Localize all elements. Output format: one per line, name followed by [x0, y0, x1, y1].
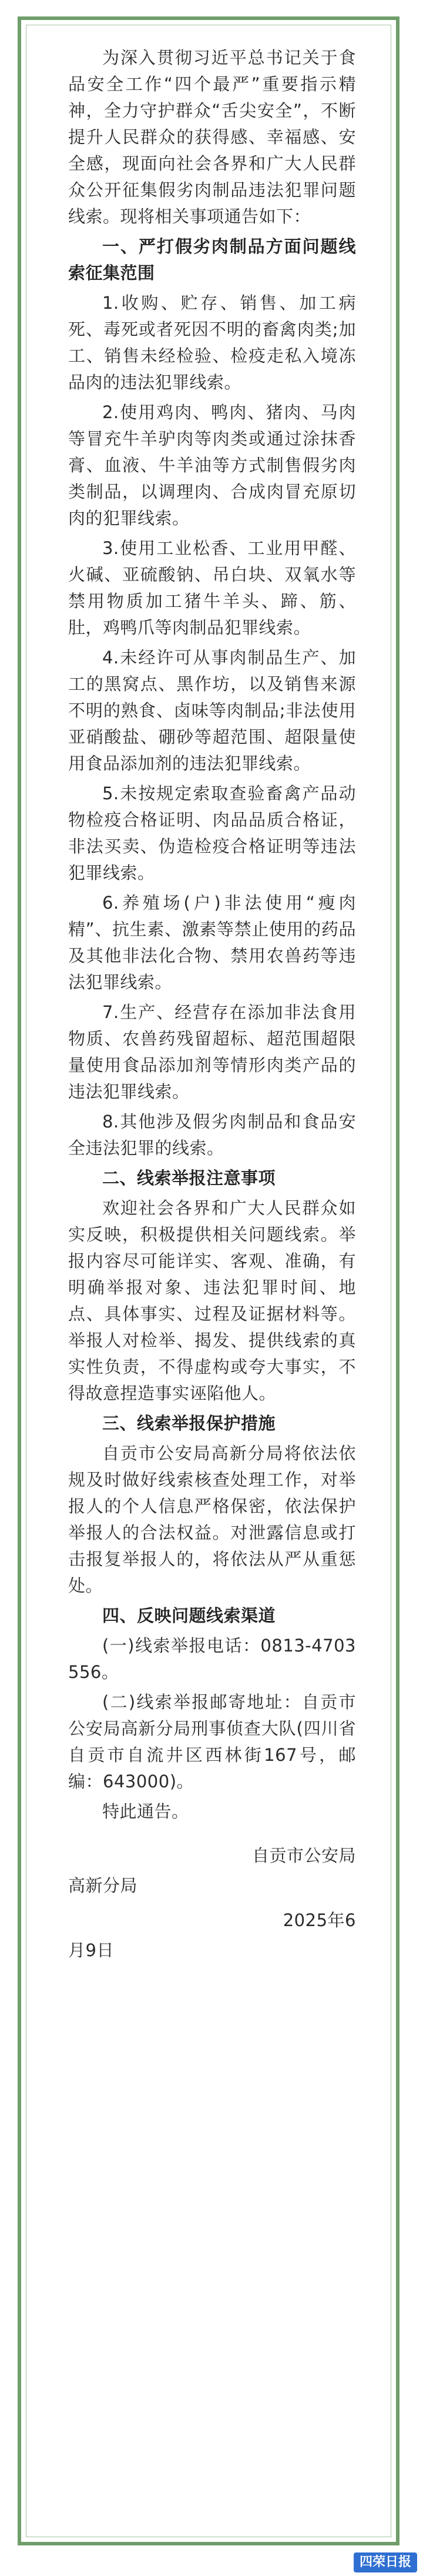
signature-line-2: 高新分局 [68, 1876, 138, 1896]
scope-item-5: 5.未按规定索取查验畜禽产品动物检疫合格证明、肉品品质合格证，非法买卖、伪造检疫合格证明等违法犯罪线索。 [68, 783, 356, 883]
section-title-protection: 三、线索举报保护措施 [102, 1413, 276, 1433]
scope-item-8: 8.其他涉及假劣肉制品和食品安全违法犯罪的线索。 [68, 1112, 356, 1158]
scope-item-4: 4.未经许可从事肉制品生产、加工的黑窝点、黑作坊，以及销售来源不明的熟食、卤味等肉制品;非法使用亚硝酸盐、硼砂等超范围、超限量使用食品添加剂的违法犯罪线索。 [68, 648, 356, 773]
notes-text: 欢迎社会各界和广大人民群众如实反映，积极提供相关问题线索。举报内容尽可能详实、客观、准确，有明确举报对象、违法犯罪时间、地点、具体事实、过程及证据材料等。举报人对检举、揭发、提供线索的真实性负责，不得虚构或夸大事实，不得故意捏造事实诬陷他人。 [68, 1198, 356, 1403]
scope-item-1: 1.收购、贮存、销售、加工病死、毒死或者死因不明的畜禽肉类;加工、销售未经检验、检疫走私入境冻品肉的违法犯罪线索。 [68, 293, 356, 392]
scope-item-6: 6.养殖场(户)非法使用“瘦肉精”、抗生素、激素等禁止使用的药品及其他非法化合物、禁用农兽药等违法犯罪线索。 [68, 893, 356, 992]
section-title-notes: 二、线索举报注意事项 [102, 1168, 276, 1188]
notice-intro: 为深入贯彻习近平总书记关于食品安全工作“四个最严”重要指示精神，全力守护群众“舌尖安全”，不断提升人民群众的获得感、幸福感、安全感，现面向社会各界和广大人民群众公开征集假劣肉制品违法犯罪问题线索。现将相关事项通告如下： [68, 48, 356, 226]
notice-body [68, 45, 356, 1967]
channel-mail-address: (二)线索举报邮寄地址：自贡市公安局高新分局刑事侦查大队(四川省自贡市自流井区西林街167号，邮编：643000)。 [68, 1692, 356, 1791]
scope-item-2: 2.使用鸡肉、鸭肉、猪肉、马肉等冒充牛羊驴肉等肉类或通过涂抹香膏、血液、牛羊油等方式制售假劣肉类制品，以调理肉、合成肉冒充原切肉的犯罪线索。 [68, 402, 356, 528]
channel-phone: (一)线索举报电话：0813-4703556。 [68, 1636, 356, 1682]
publisher-watermark: 四荣日报 [354, 2552, 417, 2572]
signature-line-1: 自贡市公安局 [251, 1846, 356, 1866]
scope-item-3: 3.使用工业松香、工业用甲醛、火碱、亚硫酸钠、吊白块、双氧水等禁用物质加工猪牛羊头、蹄、筋、肚，鸡鸭爪等肉制品犯罪线索。 [68, 538, 356, 638]
scope-item-7: 7.生产、经营存在添加非法食用物质、农兽药残留超标、超范围超限量使用食品添加剂等情形肉类产品的违法犯罪线索。 [68, 1002, 356, 1102]
section-title-scope: 一、严打假劣肉制品方面问题线索征集范围 [68, 236, 356, 283]
section-title-channels: 四、反映问题线索渠道 [102, 1606, 276, 1626]
date-line-1: 2025年6 [283, 1910, 356, 1930]
date-line-2: 月9日 [68, 1940, 114, 1960]
protection-text: 自贡市公安局高新分局将依法依规及时做好线索核查处理工作，对举报人的个人信息严格保密，依法保护举报人的合法权益。对泄露信息或打击报复举报人的，将依法从严从重惩处。 [68, 1443, 356, 1596]
closing-text: 特此通告。 [102, 1801, 189, 1821]
